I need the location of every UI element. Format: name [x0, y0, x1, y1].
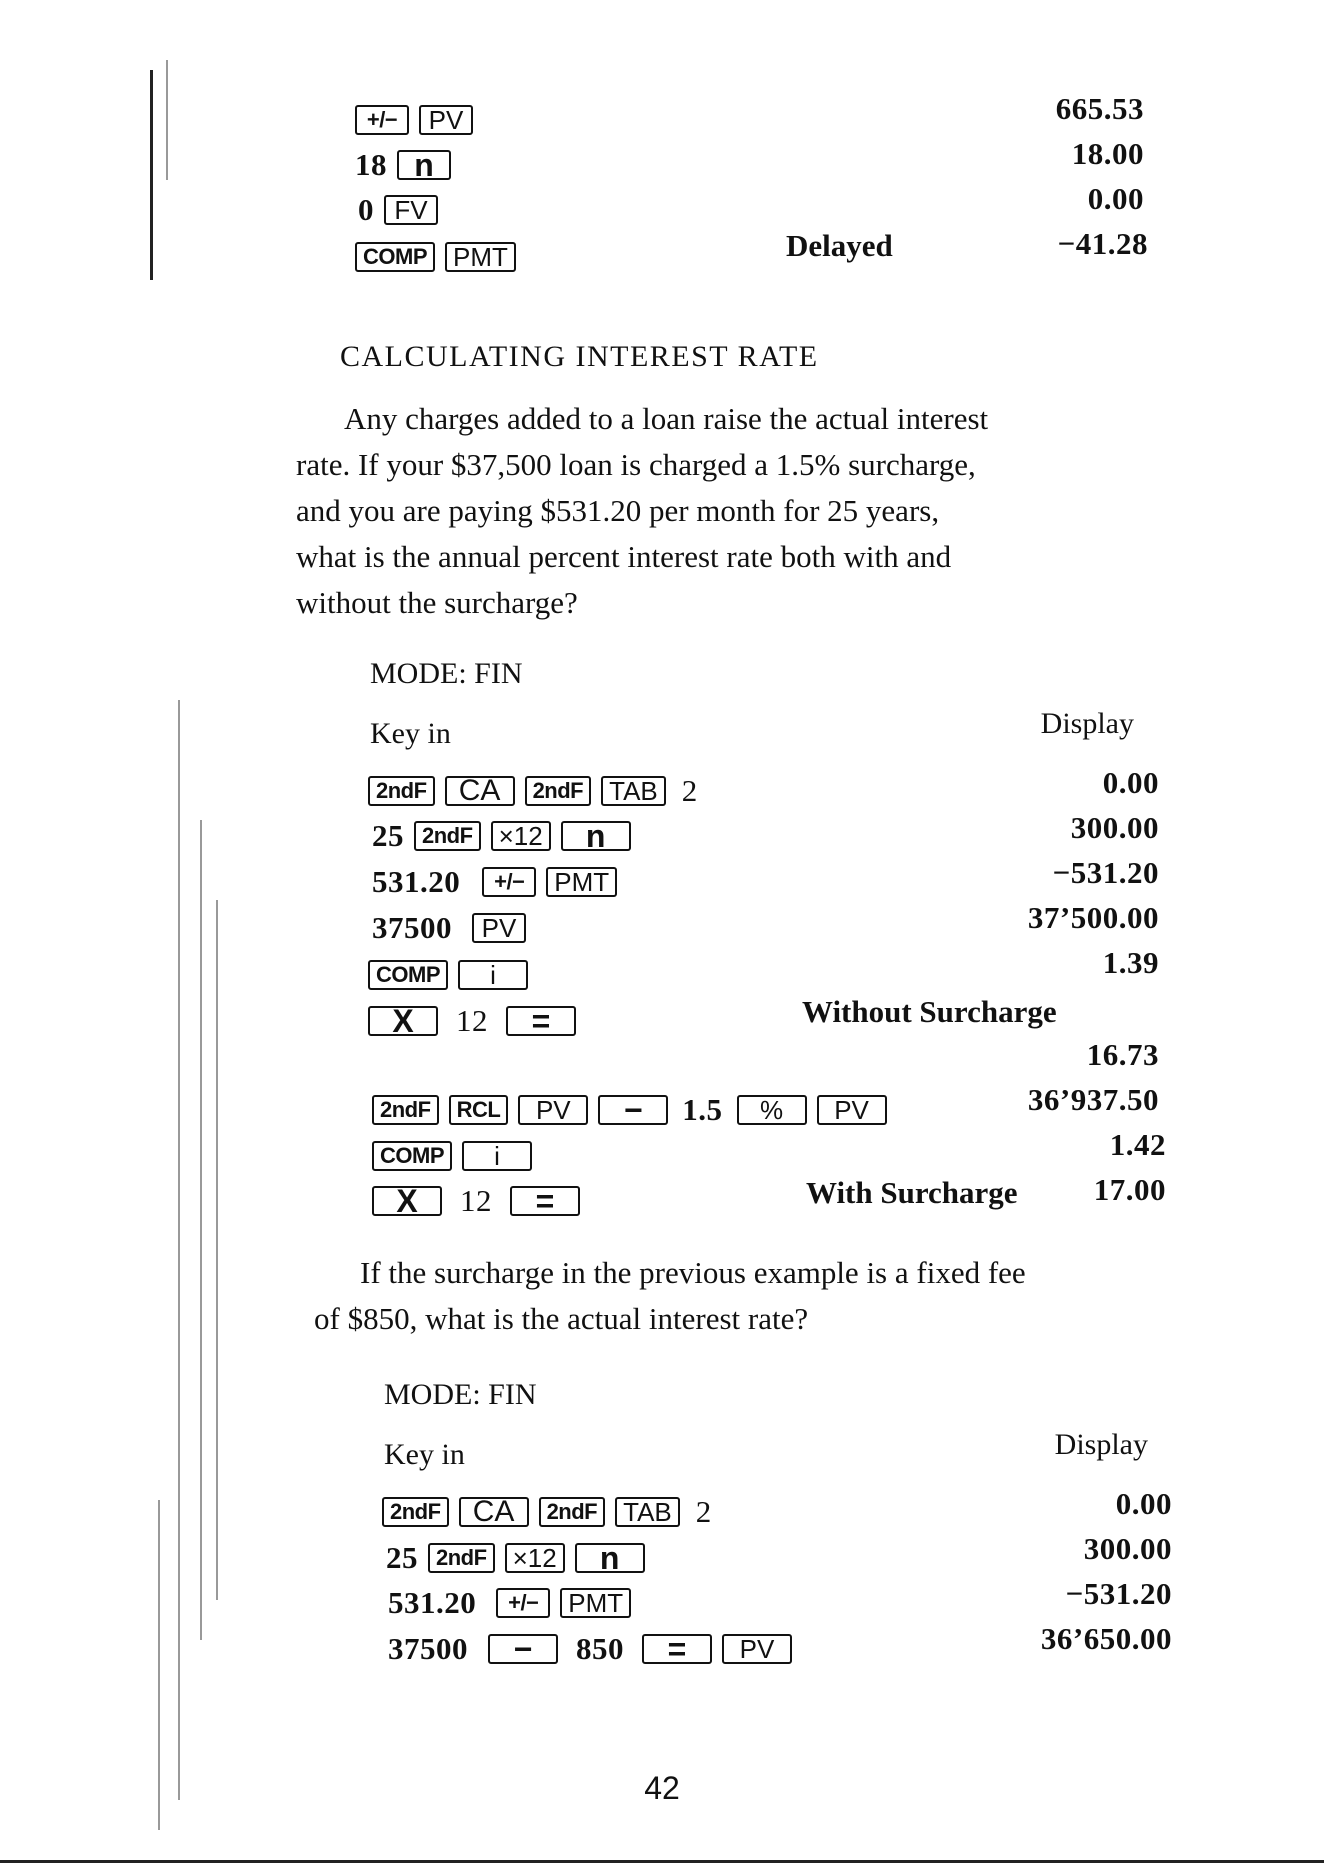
i-key: i — [462, 1141, 532, 1171]
scan-edge-mark — [200, 820, 202, 1640]
second-function-key: 2ndF — [414, 821, 481, 851]
paragraph-line: of $850, what is the actual interest rate? — [314, 1301, 809, 1336]
keystroke-row — [372, 1181, 580, 1221]
comp-key: COMP — [372, 1141, 452, 1171]
row-note: With Surcharge — [806, 1175, 1018, 1210]
entry-number: 18 — [355, 147, 387, 182]
second-function-key: 2ndF — [372, 1095, 439, 1125]
keystroke-row — [355, 100, 473, 140]
tab-key: TAB — [615, 1497, 680, 1527]
times-twelve-key: ×12 — [491, 821, 551, 851]
entry-number: 12 — [460, 1183, 492, 1218]
change-sign-key: +/− — [355, 105, 409, 135]
paragraph-line: rate. If your $37,500 loan is charged a 1.5% surcharge, — [296, 447, 976, 482]
mode-label: MODE: FIN — [370, 657, 523, 690]
display-value: 1.42 — [1109, 1127, 1166, 1162]
pv-key: PV — [419, 105, 473, 135]
times-twelve-key: ×12 — [505, 1543, 565, 1573]
keystroke-row — [386, 1538, 645, 1578]
display-value: 16.73 — [1086, 1037, 1159, 1072]
keystroke-row — [388, 1583, 631, 1623]
display-value: 665.53 — [1055, 91, 1144, 126]
entry-number: 37500 — [388, 1631, 468, 1666]
mode-label: MODE: FIN — [384, 1378, 537, 1411]
display-value: 17.00 — [1093, 1172, 1166, 1207]
row-note: Delayed — [786, 228, 893, 263]
n-key: n — [561, 821, 631, 851]
display-label: Display — [1054, 1428, 1148, 1461]
key-in-label: Key in — [370, 717, 451, 750]
i-key: i — [458, 960, 528, 990]
display-value: 1.39 — [1102, 945, 1159, 980]
n-key: n — [397, 150, 451, 180]
display-label: Display — [1040, 707, 1134, 740]
ca-key: CA — [459, 1497, 529, 1527]
keystroke-row — [382, 1492, 712, 1532]
keystroke-row — [372, 862, 617, 902]
scan-edge-mark — [150, 70, 153, 280]
second-function-key: 2ndF — [368, 776, 435, 806]
keystroke-row — [368, 1001, 576, 1041]
second-function-key: 2ndF — [525, 776, 592, 806]
equals-key: = — [506, 1006, 576, 1036]
paragraph-line: If the surcharge in the previous example is a fixed fee — [360, 1255, 1026, 1290]
entry-number: 531.20 — [388, 1585, 477, 1620]
display-value: −531.20 — [1065, 1576, 1172, 1611]
entry-number: 25 — [372, 818, 404, 853]
tab-key: TAB — [601, 776, 666, 806]
key-in-label: Key in — [384, 1438, 465, 1471]
multiply-key: X — [368, 1006, 438, 1036]
entry-number: 1.5 — [682, 1092, 723, 1127]
second-function-key: 2ndF — [428, 1543, 495, 1573]
display-value: 36’650.00 — [1040, 1621, 1172, 1656]
keystroke-row — [368, 955, 528, 995]
minus-key: − — [488, 1634, 558, 1664]
scan-edge-mark — [178, 700, 180, 1800]
display-value: 18.00 — [1071, 136, 1144, 171]
comp-key: COMP — [355, 242, 435, 272]
entry-number: 2 — [695, 1494, 712, 1529]
scan-edge-mark — [166, 60, 168, 180]
second-function-key: 2ndF — [539, 1497, 606, 1527]
entry-number: 850 — [576, 1631, 624, 1666]
paragraph-line: Any charges added to a loan raise the actual interest — [344, 401, 989, 436]
entry-number: 0 — [358, 192, 374, 227]
equals-key: = — [642, 1634, 712, 1664]
paragraph-line: and you are paying $531.20 per month for 25 years, — [296, 493, 940, 528]
entry-number: 12 — [456, 1003, 488, 1038]
scan-edge-mark — [216, 900, 218, 1600]
keystroke-row — [372, 816, 631, 856]
pv-key: PV — [518, 1095, 588, 1125]
pv-key: PV — [472, 913, 526, 943]
intro-paragraph — [296, 396, 1156, 626]
page-number: 42 — [644, 1770, 680, 1806]
entry-number: 25 — [386, 1540, 418, 1575]
second-function-key: 2ndF — [382, 1497, 449, 1527]
pmt-key: PMT — [560, 1588, 631, 1618]
ca-key: CA — [445, 776, 515, 806]
display-value: 300.00 — [1070, 810, 1159, 845]
keystroke-row — [368, 771, 698, 811]
fixed-fee-paragraph — [314, 1250, 1184, 1342]
pv-key: PV — [722, 1634, 792, 1664]
display-value: −41.28 — [1057, 226, 1148, 261]
fv-key: FV — [384, 195, 438, 225]
paragraph-line: without the surcharge? — [296, 585, 578, 620]
display-value: 0.00 — [1087, 181, 1144, 216]
entry-number: 531.20 — [372, 864, 461, 899]
n-key: n — [575, 1543, 645, 1573]
display-value: 37’500.00 — [1027, 900, 1159, 935]
keystroke-row — [388, 1629, 792, 1669]
keystroke-row — [372, 908, 526, 948]
comp-key: COMP — [368, 960, 448, 990]
display-value: 36’937.50 — [1027, 1082, 1159, 1117]
page-bottom-rule — [0, 1860, 1324, 1863]
keystroke-row — [372, 1136, 532, 1176]
keystroke-row — [355, 145, 451, 185]
paragraph-line: what is the annual percent interest rate both with and — [296, 539, 952, 574]
minus-key: − — [598, 1095, 668, 1125]
pv-key: PV — [817, 1095, 887, 1125]
percent-key: % — [737, 1095, 807, 1125]
display-value: −531.20 — [1052, 855, 1159, 890]
keystroke-row — [355, 237, 516, 277]
rcl-key: RCL — [449, 1095, 509, 1125]
change-sign-key: +/− — [482, 867, 536, 897]
section-title: CALCULATING INTEREST RATE — [340, 340, 819, 373]
change-sign-key: +/− — [496, 1588, 550, 1618]
equals-key: = — [510, 1186, 580, 1216]
pmt-key: PMT — [546, 867, 617, 897]
multiply-key: X — [372, 1186, 442, 1216]
keystroke-row — [372, 1090, 887, 1130]
display-value: 300.00 — [1083, 1531, 1172, 1566]
entry-number: 2 — [681, 773, 698, 808]
row-note: Without Surcharge — [802, 994, 1057, 1029]
display-value: 0.00 — [1102, 765, 1159, 800]
display-value: 0.00 — [1115, 1486, 1172, 1521]
entry-number: 37500 — [372, 910, 452, 945]
pmt-key: PMT — [445, 242, 516, 272]
keystroke-row — [358, 190, 438, 230]
